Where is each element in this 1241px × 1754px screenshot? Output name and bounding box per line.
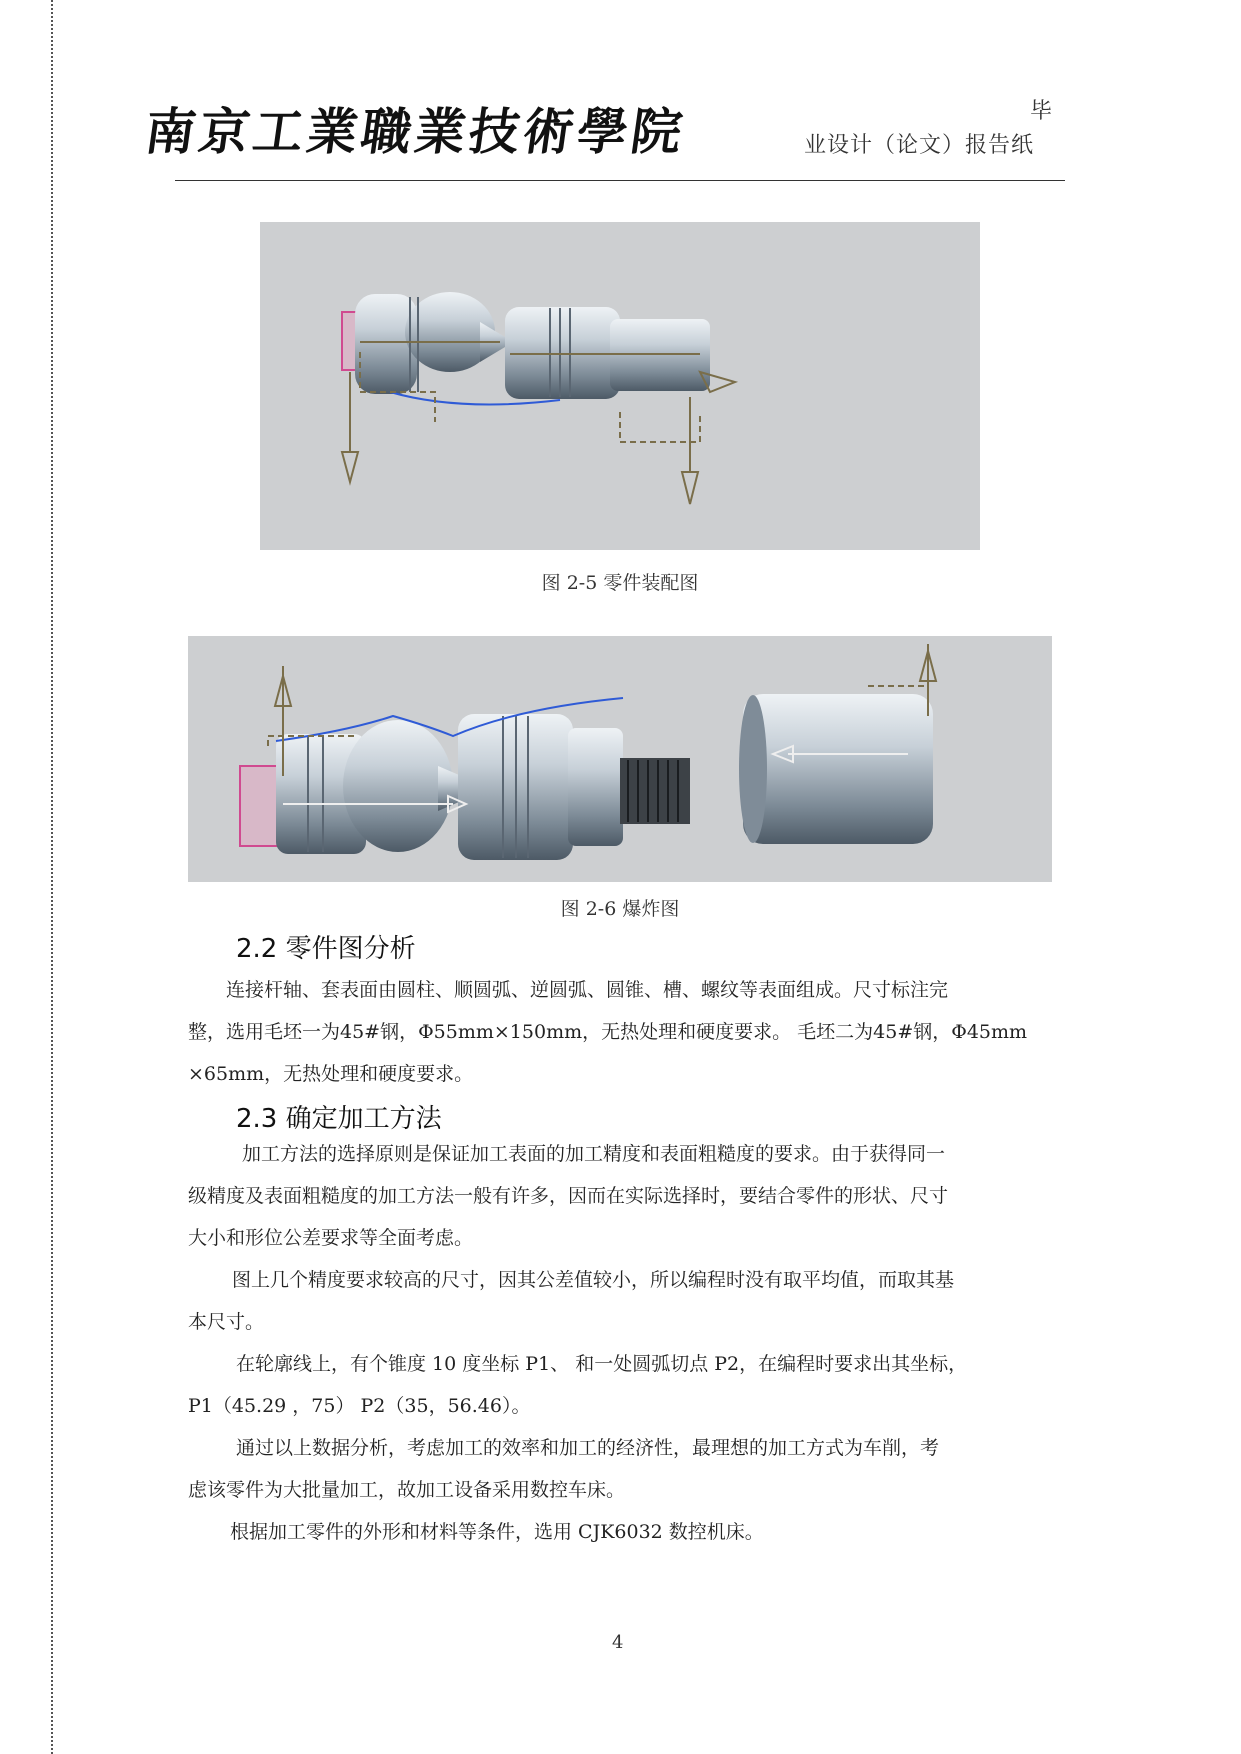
paragraph-line: 连接杆轴、套表面由圆柱、顺圆弧、逆圆弧、圆锥、槽、螺纹等表面组成。尺寸标注完 [226, 979, 949, 1001]
paragraph-line: 虑该零件为大批量加工，故加工设备采用数控车床。 [188, 1479, 626, 1501]
page-number: 4 [612, 1632, 624, 1653]
header-title-line2: 业设计（论文）报告纸 [804, 133, 1035, 158]
paragraph-line: 加工方法的选择原则是保证加工表面的加工精度和表面粗糙度的要求。由于获得同一 [242, 1143, 946, 1165]
figure-assembly-image [260, 222, 980, 550]
paragraph-line: ×65mm，无热处理和硬度要求。 [188, 1063, 474, 1085]
paragraph-line: 图上几个精度要求较高的尺寸，因其公差值较小，所以编程时没有取平均值，而取其基 [232, 1269, 955, 1291]
header-rule [175, 180, 1065, 181]
binding-margin-line [51, 0, 53, 1754]
figure-exploded-image [188, 636, 1052, 882]
header-title-line1: 毕 [1030, 99, 1053, 124]
figure-exploded-caption: 图 2-6 爆炸图 [560, 898, 680, 920]
section-heading-2-2: 2.2 零件图分析 [236, 934, 416, 964]
figure-assembly-caption: 图 2-5 零件装配图 [541, 572, 699, 594]
paragraph-line: 大小和形位公差要求等全面考虑。 [188, 1227, 474, 1249]
paragraph-line: 整，选用毛坯一为45#钢，Φ55mm×150mm，无热处理和硬度要求。 毛坯二为45#钢，Φ45mm [188, 1021, 1028, 1043]
paragraph-line: 通过以上数据分析，考虑加工的效率和加工的经济性，最理想的加工方式为车削，考 [236, 1437, 940, 1459]
paragraph-line: P1（45.29 ，75） P2（35，56.46）。 [188, 1395, 531, 1417]
paragraph-line: 级精度及表面粗糙度的加工方法一般有许多，因而在实际选择时，要结合零件的形状、尺寸 [188, 1185, 949, 1207]
school-logo-text: 南京工業職業技術學院 [141, 102, 690, 161]
paragraph-line: 本尺寸。 [188, 1311, 265, 1333]
section-heading-2-3: 2.3 确定加工方法 [236, 1104, 442, 1134]
paragraph-line: 根据加工零件的外形和材料等条件，选用 CJK6032 数控机床。 [230, 1521, 764, 1543]
paragraph-line: 在轮廓线上，有个锥度 10 度坐标 P1、 和一处圆弧切点 P2，在编程时要求出其坐标， [236, 1353, 968, 1375]
